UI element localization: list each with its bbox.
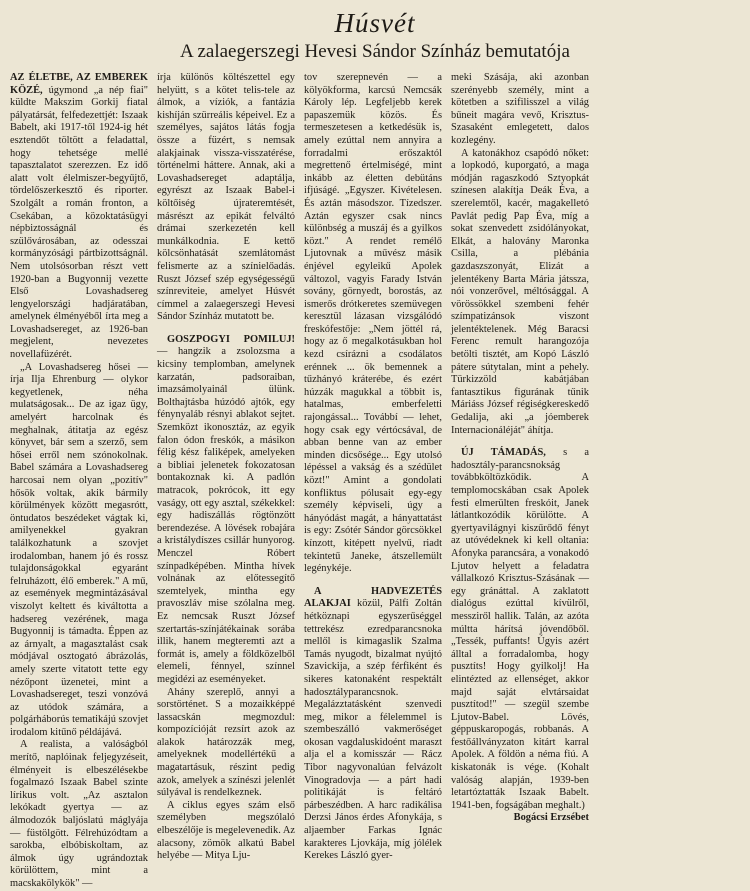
paragraph: — hangzik a zsolozsma a kicsiny templomban, amelynek karzatán, padsoraiban, imazsámolyainál ülünk. Bolthajtásba húzódó ajtók, egy fénynyaláb résnyi ablakot sejtet. Szemközt ikonosztáz, az egyik falon ódon freskók, a másikon félig kész faliképek, amelyeken a bibliai jelenetek fokozatosan bontakoznak ki. A padlón matracok, pokrócok, itt egy vaságy, ott egy asztal, székekkel: egy hadiszállás rögtönzött berendezése. A lövések robajára a kristálydíszes csillár hunyorog. Menczel Róbert színpadképében. Mintha hívek volnának az előtessegítő szemtelyek, mintha egy pravoszláv mise szólalna meg. Ez nemcsak Ruszt József szertartás-színjátékainak sorába illik, hanem megteremti azt a formát is, amely a földközelből elemeli, fénnyel, színnel megidézi az eseményeket. bbox=[157, 346, 295, 685]
author-signature: Bogácsi Erzsébet bbox=[513, 812, 589, 824]
column-2 bbox=[157, 72, 295, 862]
article-kicker: Húsvét bbox=[334, 8, 416, 38]
article-body bbox=[10, 72, 740, 889]
paragraph: „A Lovashadsereg hősei — írja Ilja Ehrenburg — olykor kegyetlenek, néha mulatságosak... De az igaz ügy, amelyért harcolnak és meghalnak, átitatja az egész könyvet, bár sem a szerző, sem hősei erről nem szónokolnak. Babel számára a Lovashadsereg harcosai nem olyan „pozitív" hősök voltak, akik bármily körülmények között megasrótt, öntudatos beszédeket vágtak ki, amilyenekkel gyakran találkozhatunk a szovjet irodalomban, hanem jó és rossz tulajdonságokkal egyaránt felruházott, élő emberek." A mű, az események megmintázásával viszolyt keltett és kiváltotta a hadsereg vezérének, maga Bugyonnij is támadta. Éppen az az árnyalt, a magasztalást csak módjával osztogató ábrázolás, amely szerte vitatott tette egy nézőpont üzenetei, mint a Lovashadsereget, teszi vonzóvá az utódok számára, a polgárháborús tematikájú szovjet irodalom kitűnő példájává. bbox=[10, 361, 148, 738]
column-3 bbox=[304, 72, 442, 862]
paragraph: írja különös költészettel egy helyütt, s a kötet telis-tele az álmok, a víziók, a fantázia kishíján szürreális képeivel. Ez a személyes, sajátos látás fogja össze a füzért, s nemsak alakjainak vissza-visszatérése, történelmi háttere. Annak, aki a Lovashadsereget adaptálja, egyrészt az Iszaak Babel-i költőiség újrateremtését, másrészt az epikát felváltó drámai szerkezetén kell munkálkodnia. E kettő kölcsönhatását szemlátomást felismerte az a színielőadás. Ruszt József szép egységességű színreviteie, amelyet Húsvét címmel a zalaegerszegi Hevesi Sándor Színház mutatott be. bbox=[157, 72, 295, 323]
paragraph: s a hadosztály-parancsnokság továbbköltözködik. A templomocskában csak Apolek festi elmerülten freskóit, Janek látlantkozódik körülötte. A gyertyavilágnyi kiszűrődő fényt az utóvédeknek ki kell oltania: Afonyka parancsára, a vonakodó Ljutov helyett a feladatra vállalkozó Krisztus-Szásának — egy gránáttal. A zaklatott dialógus ezúttal kívülről, messziről hallik. Talán, az azóta múltta hárítsá jóvendőből. „Tessék, puffants! Úgyis azért álltal a forradalomba, hogy pusztíts! Hogy gyilkolj! Ha elintézted az ellenséget, akkor majd saját elvtársaidat pusztítod!" — szegül szembe Ljutov-Babel. Lövés, géppuskaropogás, robbanás. A festőállványzaton kitárt karral Apolek. A földön a néma fiú. A kiskatonák is vége. (Kohalt valóság alapján, 1939-ben letartóztatták Iszaak Babelt. 1941-ben, fogságában meghalt.) bbox=[451, 447, 589, 811]
section-subheading: GOSZPOGYI POMILUJ! bbox=[167, 333, 295, 345]
column-1 bbox=[10, 72, 148, 889]
paragraph: A katonákhoz csapódó nőket: a lopkodó, kuporgató, a maga módján ragaszkodó Sztyopkát színesen alakítja Deák Éva, a szerelemtől, kacér, magakelletó Pavlát pedig Pap Éva, míg a sokat szenvedett zsidólányokat, Elkát, a halovány Maronka Csilla, a plébánia gazdaszszonyát, Elizát a jelentékeny Barta Mária játssza, nói vonzerővel, méltósággal. A vörössökkel szembeni fehér szímpatizánsok viszont jelentéktelenek. Még Baracsi Ferenc remult harangozója betölti tisztét, am Kopó László pátere sútytalan, mint a pehely. Türkizzöld kabátjában fantasztikus figurának tűnik Máriáss József régiségkereskedő Gedalija, aki „a jóemberek Internacionáléját" áhítja. bbox=[451, 147, 589, 436]
paragraph: tov szerepnevén — a kölyökforma, karcsú Nemcsák Károly lép. Legfeljebb kerek papaszemük közös. És termeszetesen a ketkedésük is, amely ezúttal nem annyira a forradalmi erőszaktól megrettenő értelmiségé, mint inkább az életten debütáns ifjúságé. „Egyszer. Kivételesen. És aztán másodszor. Tízedszer. Aztán egyszer csak nincs különbség a muszáj és a gyilkos közt." A rendet remélő Ljutovnak a művész másik énjével egyleikű Apolek változol, vagyis Farady István sovány, görnyedt, borostás, az ismerős drótkeretes szemüvegen keresztül lázasan vizsgálódó freskófestője: „Nem jöttél rá, hogy az ő megalkotásukban hol kezd csírázni a csodálatos erénnek ... ök bemennek a tűzhányó kráterébe, és ezért húzzák magukkal a többit is, hatalmas, emberfeletti rajongással... Továbbí — lehet, hogy csak egy vértócsával, de abban benne van az ember minden dicsősége... Egy utolsó lépéssel a vakság és a szédület közt!" Amint a gondolati konfliktus pólusait egy-egy személy képviseli, úgy a hányódást magát, a hányattatást is egy: Zsótér Sándor görcsökkel kínzott, kitépett nyelvű, riadt tekintetű Janeke, átszellemült legénykéje. bbox=[304, 72, 442, 575]
paragraph: A ciklus egyes szám első személyben megszólaló elbeszélője is megelevenedik. Az alacsony, zömök alkatú Babel helyébe — Mitya Lju- bbox=[157, 799, 295, 862]
section-subheading: A HADVEZETÉS ALAKJAI bbox=[304, 585, 442, 610]
paragraph: közül, Pálfi Zoltán hétköznapi egyszerűséggel tettrekész ezredparancsnoka mellől is kimagaslik Szalma Tamás nyugodt, bizalmat nyújtó Szavickija, a szép férfiként és sikeres katonaként respektált hadosztályparancsnok. Megalázztatásként szenvedi meg, mikor a félelemmel is szembeszálló vakmerőséget okosan vagdaluskidoént maraszt alja el a komisszár — Rácz Tibor nagyvonalúan felvázolt Vinogradovja — a párt hadi politikáját is feltáró párbeszédben. A harc radikálisa Derzsi János érdes Afonykája, s aljaember Farkas Ignác karakteres Ljovkája, míg jólélek Kerekes László gyer- bbox=[304, 598, 442, 862]
column-4 bbox=[451, 72, 589, 842]
section-subheading: ÚJ TÁMADÁS, bbox=[461, 447, 546, 459]
paragraph: A realista, a valóságból merítő, naplóinak feljegyzéseit, élményeit is elbeszélésekbe fogalmazó Iszaak Babel szinte lírikus volt. „Az asztalon lekókadt gyertya — az álmodozók baljóslatú máglyája — füstölgött. Félrehúzódtam a sarokba, elbóbiskoltam, az álmok úgy ugrándoztak körülöttem, mint a macskakölykök" — bbox=[10, 739, 148, 889]
paragraph: meki Szásája, aki azonban szerényebb személy, mint a kötetben a szifilisszel a világ bűneit magára vevő, Krisztus-Szasaként emlegetett, dalos kozlegény. bbox=[451, 72, 589, 146]
paragraph: úgymond „a nép fiai" küldte Makszim Gorkij fiatal pályatársát, felfedezettjét: Iszaak Babelt, aki 1917-től 1924-ig hét esztendőt töltött a feladattal, hogy tehetsége mellé tapasztalatot szerezzen. Ez idő alatt volt élelmiszer-begyűjtő, tördelőszerkesztő és riporter. Szolgált a román fronton, a Csekában, a közoktatásügyi népbiztosságnál és szülővárosában, az odesszai kormányzósági pártbizottságnál. Nem utolsósorban részt vett 1920-ban a Bugyonnij vezette Első Lovashadsereg lengyelországi hadjáratában, amelynek élményéből írta meg a Lovashadsereget, az 1926-ban megjelent, nevezetes novellafüzérét. bbox=[10, 84, 148, 361]
article-headline: A zalaegerszegi Hevesi Sándor Színház bemutatója bbox=[180, 41, 570, 62]
lead-in: AZ ÉLETBE, AZ EMBEREK KÖZÉ, bbox=[10, 72, 148, 96]
paragraph: Ahány szereplő, annyi a sorstörténet. S a mozaikképpé lassacskán megmozdul: kompozícióját rezsírt azok az alakok határozzák meg, amelyeknek modellértékű a magatartásuk, részint pedig azok, amelyek a színészi jelenlét súlyával is rendelkeznek. bbox=[157, 686, 295, 799]
